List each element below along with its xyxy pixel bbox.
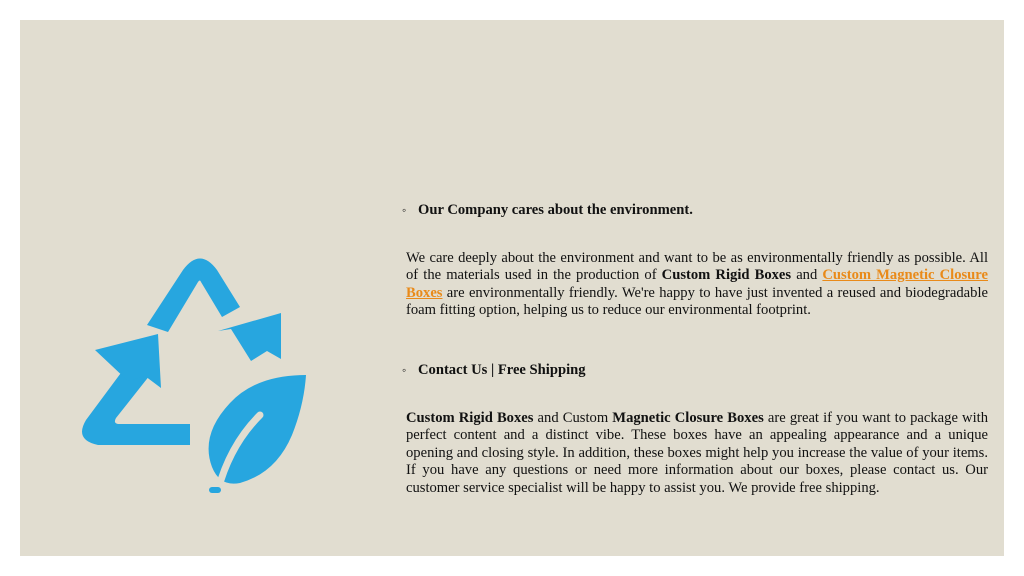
bold-text: Magnetic Closure Boxes [612, 410, 764, 426]
section-heading-environment [402, 202, 693, 219]
bold-text: Custom Rigid Boxes [406, 410, 534, 426]
environment-paragraph [406, 250, 988, 320]
para-text: and [791, 267, 823, 284]
recycle-leaf-icon [80, 235, 330, 495]
heading-text: Our Company cares about the environment. [418, 202, 693, 218]
para-text: are great if you want to package with perfect content and a distinct vibe. These boxes have an appealing appearance and a unique opening and closing style. In addition, these boxes might help you increase the value of your items. If you have any questions or need more information about our boxes, please contact us. Our customer service specialist will be happy to assist you. We provide free shipping. [406, 410, 988, 496]
para-text: We care deeply about the environment and want to be as environmentally friendly as possible. All of the materials used in the production of [406, 250, 988, 284]
section-heading-contact [402, 362, 586, 379]
slide [20, 20, 1004, 556]
bullet-marker: ◦ [402, 203, 407, 217]
magnetic-closure-boxes-link[interactable]: Custom Magnetic Closure Boxes [406, 267, 988, 301]
para-text: and Custom [533, 410, 613, 426]
bullet-marker: ◦ [402, 363, 407, 377]
bold-text: Custom Rigid Boxes [661, 267, 792, 284]
heading-text: Contact Us | Free Shipping [418, 362, 586, 378]
contact-paragraph [406, 410, 988, 497]
para-text: are environmentally friendly. We're happy to have just invented a reused and biodegradable foam fitting option, helping us to reduce our environmental footprint. [406, 284, 988, 319]
